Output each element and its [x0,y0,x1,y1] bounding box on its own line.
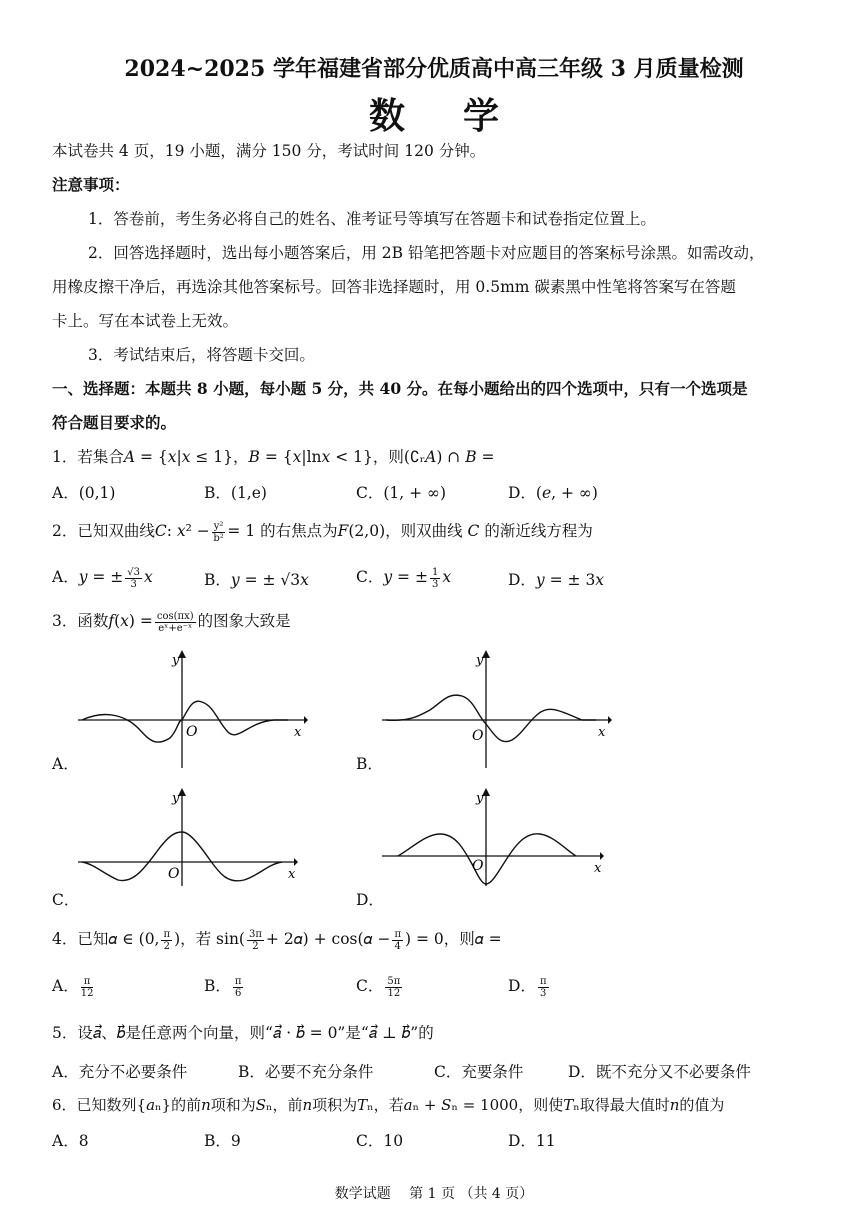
q2-c-den: 3 [431,578,439,590]
q4-u-num: π [394,928,402,940]
section-heading-line1: 一、选择题：本题共 8 小题，每小题 5 分，共 40 分。在每小题给出的四个选项中，只有一个选项是 [52,379,748,398]
q3-stem-post: 的图象大致是 [197,612,291,630]
q2-a-num: √3 [127,566,141,578]
q4-frac-s [161,929,172,952]
q4-t-num: 3π [248,928,262,940]
page-footer: 数学试题 第 1 页 （共 4 页） [334,1186,534,1202]
graph-d-y-label: y [476,791,484,806]
q2-option-d: D．𝑦 = ± 3𝑥 [508,571,605,589]
q4-stem-mid2: + 2𝛼) + cos(𝛼 − [265,930,391,948]
q3-fraction [155,611,196,634]
q2-a-fraction [125,567,142,590]
q4-u-den: 4 [394,940,401,952]
q4-option-b [204,974,245,999]
q4-c-den: 12 [387,987,401,999]
q3-label-a: A． [52,755,79,773]
q4-d-den: 3 [540,987,547,999]
graph-a-x-label: x [294,725,302,740]
q2-frac-num: y² [213,520,224,532]
q3-frac-num: cos(πx) [156,610,194,622]
q4-b-label: B． [204,977,231,995]
q2-stem-post: = 1 的右焦点为𝐹(2,0)，则双曲线 𝐶 的渐近线方程为 [227,522,593,540]
q3-stem [52,610,291,634]
graph-d-origin: O [472,858,484,874]
note-2a: 2．回答选择题时，选出每小题答案后，用 2B 铅笔把答题卡对应题目的答案标号涂黑。如需改动， [88,244,765,262]
q6-stem: 6．已知数列{𝑎ₙ}的前𝑛项和为𝑆ₙ，前𝑛项积为𝑇ₙ，若𝑎ₙ + 𝑆ₙ = 1000，则使𝑇ₙ取得最大值时𝑛的值为 [52,1096,725,1114]
q4-d-num: π [539,975,547,987]
q4-s-num: π [163,928,171,940]
graph-c-origin: O [168,866,180,882]
q3-label-b: B． [356,755,383,773]
graph-b-x-label: x [598,725,606,740]
q2-stem [52,520,593,544]
q4-a-den: 12 [80,987,94,999]
q3-graph-b [382,650,612,770]
q4-c-label: C． [356,977,384,995]
q4-d-fraction [538,976,549,999]
q4-c-fraction [385,976,402,999]
q4-a-num: π [81,976,94,988]
q2-c-fraction [430,567,440,590]
q6-option-b: B．9 [204,1132,241,1150]
q4-option-d [508,974,551,999]
q4-a-fraction [81,976,94,999]
graph-b-y-label: y [476,653,484,668]
q4-c-num: 5π [387,975,401,987]
section-heading-line2: 符合题目要求的。 [52,413,177,432]
notes-heading: 注意事项： [52,175,130,194]
q4-t-den: 2 [252,940,259,952]
q2-stem-pre: 2．已知双曲线𝐶: 𝑥² − [52,522,210,540]
q4-s-den: 2 [163,940,170,952]
graph-c-x-label: x [288,867,296,882]
q4-b-num: π [234,975,242,987]
graph-a-origin: O [186,724,198,740]
q4-b-den: 6 [234,987,242,999]
q2-fraction [212,521,226,544]
q5-option-a: A．充分不必要条件 [52,1063,188,1081]
q4-option-c [356,974,404,999]
q6-option-c: C．10 [356,1132,404,1150]
q4-b-fraction [233,976,244,999]
exam-title: 2024~2025 学年福建省部分优质高中高三年级 3 月质量检测 [124,56,744,82]
note-2b: 用橡皮擦干净后，再选涂其他答案标号。回答非选择题时，用 0.5mm 碳素黑中性笔将答案写在答题 [52,278,736,296]
graph-a-y-label: y [172,653,180,668]
q1-option-d: D．(𝑒, + ∞) [508,484,598,502]
q4-stem [52,928,502,952]
q3-label-d: D． [356,891,384,909]
q2-c-pre: C．𝑦 = ± [356,568,428,586]
q5-option-d: D．既不充分又不必要条件 [568,1063,751,1081]
q4-a-label: A． [52,977,79,995]
q2-c-post: 𝑥 [442,568,452,586]
q3-frac-den: eˣ+e⁻ˣ [158,622,193,634]
q4-stem-mid1: )，若 sin( [174,930,245,948]
q4-stem-pre: 4．已知𝛼 ∈ (0, [52,930,160,948]
q1-stem: 1．若集合𝐴 = {𝑥|𝑥 ≤ 1}，𝐵 = {𝑥|ln𝑥 < 1}，则(∁ᵣ𝐴) ∩ 𝐵 = [52,448,495,466]
q2-c-num: 1 [431,566,439,578]
q5-option-b: B．必要不充分条件 [238,1063,374,1081]
q3-graph-c [78,788,308,888]
q6-option-d: D．11 [508,1132,556,1150]
q4-frac-u [392,929,403,952]
graph-d-x-label: x [594,861,602,876]
q5-option-c: C．充要条件 [434,1063,524,1081]
q3-stem-pre: 3．函数𝑓(𝑥) = [52,612,153,630]
q3-graph-a [78,650,308,770]
q2-option-a [52,565,153,590]
q2-option-c [356,565,451,590]
note-1: 1．答卷前，考生务必将自己的姓名、准考证号等填写在答题卡和试卷指定位置上。 [88,210,656,228]
q4-stem-post: ) = 0，则𝛼 = [405,930,502,948]
q4-d-label: D． [508,977,536,995]
intro-text: 本试卷共 4 页，19 小题，满分 150 分，考试时间 120 分钟。 [52,142,486,160]
q6-option-a: A．8 [52,1132,89,1150]
q1-option-c: C．(1, + ∞) [356,484,446,502]
q2-option-b: B．𝑦 = ± √3𝑥 [204,571,309,589]
q2-a-den: 3 [130,578,137,590]
q2-frac-den: b² [213,532,224,544]
note-3: 3．考试结束后，将答题卡交回。 [88,346,315,364]
q5-stem: 5．设𝑎⃗、𝑏⃗是任意两个向量，则“𝑎⃗ · 𝑏⃗ = 0”是“𝑎⃗ ⊥ 𝑏⃗”的 [52,1024,434,1042]
graph-b-origin: O [472,728,484,744]
subject-title: 数学 [368,95,557,137]
q4-option-a [52,974,95,999]
q1-option-b: B．(1,e) [204,484,267,502]
q2-a-post: 𝑥 [144,568,153,586]
q2-a-pre: A．𝑦 = ± [52,568,124,586]
q1-option-a: A．(0,1) [52,484,116,502]
q3-graph-d [382,788,612,888]
note-2c: 卡上。写在本试卷上无效。 [52,312,239,330]
q3-label-c: C． [52,891,80,909]
graph-c-y-label: y [172,791,180,806]
q4-frac-t [247,929,264,952]
